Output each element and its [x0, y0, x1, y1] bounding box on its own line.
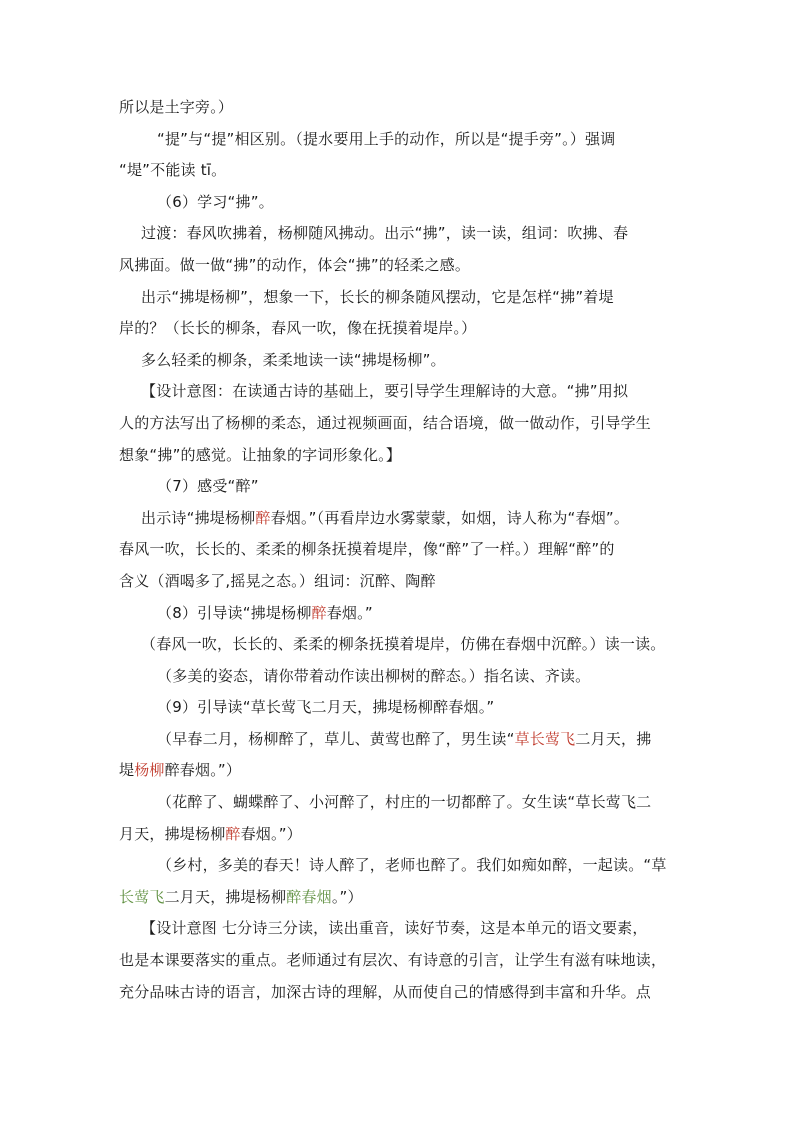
text-run: 堤 — [119, 761, 135, 780]
section-heading: （6）学习“拂”。 — [157, 192, 274, 211]
paragraph-line: （多美的姿态，请你带着动作读出柳树的醉态。）指名读、齐读。 — [157, 666, 591, 685]
paragraph-line — [119, 724, 681, 756]
highlighted-phrase: 草长莺飞 — [514, 729, 576, 748]
paragraph-line: 春风一吹，长长的、柔柔的柳条抚摸着堤岸，像“醉”了一样。）理解“醉”的 — [119, 540, 615, 559]
text-run: 二月天，拂堤杨柳 — [164, 887, 287, 906]
text-run: 出示诗“拂堤杨柳 — [141, 508, 256, 527]
paragraph-line: （乡村，多美的春天！诗人醉了，老师也醉了。我们如痴如醉，一起读。“草 — [157, 856, 667, 875]
highlighted-phrase: 长莺飞 — [119, 887, 165, 906]
text-run: 醉春烟。”） — [164, 761, 242, 780]
paragraph-line: 含义（酒喝多了,摇晃之态。）组词：沉醉、陶醉 — [119, 571, 436, 590]
highlighted-phrase: 杨柳 — [134, 761, 165, 780]
paragraph-line: 出示“拂堤杨柳”，想象一下，长长的柳条随风摆动，它是怎样“拂”着堤 — [141, 287, 614, 306]
highlighted-char: 醉 — [311, 603, 327, 622]
design-intent-line: 人的方法写出了杨柳的柔态，通过视频画面，结合语境，做一做动作，引导学生 — [119, 413, 652, 432]
paragraph-line: 过渡：春风吹拂着，杨柳随风拂动。出示“拂”，读一读，组词：吹拂、春 — [141, 224, 629, 243]
paragraph-line: “提”与“提”相区别。（提水要用上手的动作，所以是“提手旁”。）强调 — [157, 129, 616, 148]
text-run: 春烟。”） — [240, 824, 302, 843]
paragraph-line: 岸的？（长长的柳条，春风一吹，像在抚摸着堤岸。） — [119, 319, 477, 338]
highlighted-char: 醉 — [255, 508, 271, 527]
paragraph-line — [119, 819, 681, 851]
paragraph-line: （春风一吹，长长的、柔柔的柳条抚摸着堤岸，仿佛在春烟中沉醉。）读一读。 — [141, 635, 666, 654]
text-run: 二月天，拂 — [575, 729, 652, 748]
paragraph-line: “堤”不能读 tī。 — [119, 161, 227, 180]
paragraph-line — [119, 755, 681, 787]
document-body — [119, 92, 681, 1008]
paragraph-line: 风拂面。做一做“拂”的动作，体会“拂”的轻柔之感。 — [119, 255, 471, 274]
text-run: 春烟。” — [326, 603, 373, 622]
text-run: 月天，拂堤杨柳 — [119, 824, 226, 843]
section-heading — [119, 598, 681, 630]
section-heading: （7）感受“醉” — [157, 477, 259, 496]
paragraph-line: （花醉了、蝴蝶醉了、小河醉了，村庄的一切都醉了。女生读“草长莺飞二 — [157, 793, 652, 812]
paragraph-line: 多么轻柔的柳条，柔柔地读一读“拂堤杨柳”。 — [141, 350, 446, 369]
design-intent-line: 想象“拂”的感觉。让抽象的字词形象化。】 — [119, 445, 402, 464]
design-intent-line: 也是本课要落实的重点。老师通过有层次、有诗意的引言，让学生有滋有味地读， — [119, 951, 667, 970]
paragraph-line — [119, 503, 681, 535]
text-run: （早春二月，杨柳醉了，草儿、黄莺也醉了，男生读“ — [157, 729, 515, 748]
design-intent-line: 【设计意图 七分诗三分读，读出重音，读好节奏，这是本单元的语文要素， — [141, 919, 648, 938]
text-run: （8）引导读“拂堤杨柳 — [157, 603, 312, 622]
highlighted-char: 醉 — [225, 824, 241, 843]
section-heading: （9）引导读“草长莺飞二月天，拂堤杨柳醉春烟。” — [157, 698, 495, 717]
paragraph-line — [119, 882, 681, 914]
design-intent-line: 充分品味古诗的语言，加深古诗的理解，从而使自己的情感得到丰富和升华。点 — [119, 982, 652, 1001]
text-run: 。”） — [331, 887, 363, 906]
highlighted-phrase: 醉春烟 — [286, 887, 332, 906]
text-run: 春烟。”（再看岸边水雾蒙蒙，如烟，诗人称为“春烟”。 — [270, 508, 630, 527]
design-intent-line: 【设计意图：在读通古诗的基础上，要引导学生理解诗的大意。“拂”用拟 — [141, 382, 629, 401]
paragraph-line: 所以是土字旁。） — [119, 98, 234, 116]
